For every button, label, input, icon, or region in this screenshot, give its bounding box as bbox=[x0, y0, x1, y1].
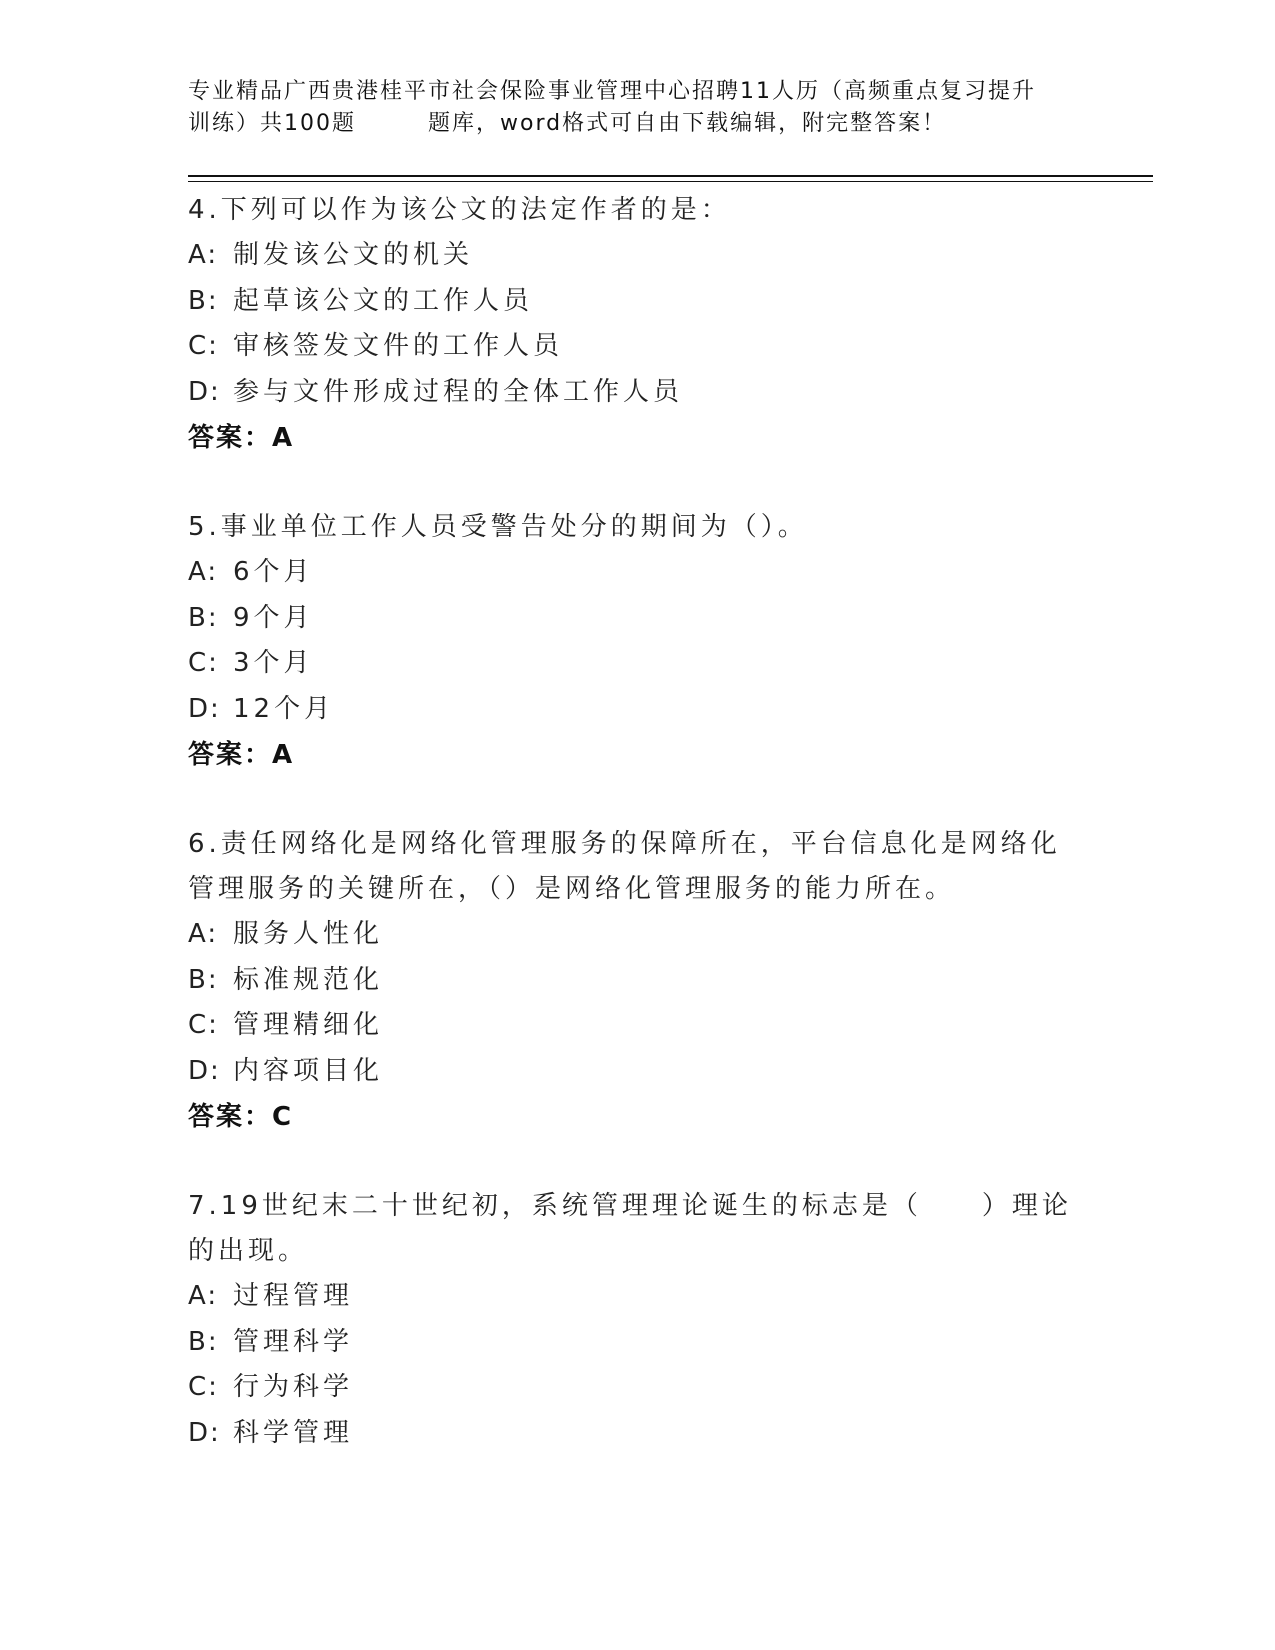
option-key: A: bbox=[188, 919, 219, 949]
option-b bbox=[188, 1320, 1088, 1366]
header-title-right: 题库，word格式可自由下载编辑，附完整答案！ bbox=[428, 111, 947, 136]
option-key: B: bbox=[188, 602, 219, 633]
option-b bbox=[188, 596, 1088, 642]
option-a bbox=[188, 550, 1088, 596]
option-key: C: bbox=[188, 648, 219, 678]
option-d bbox=[188, 1411, 1088, 1457]
option-text: 行为科学 bbox=[233, 1372, 354, 1402]
option-key: B: bbox=[188, 285, 219, 316]
header-rule-thin bbox=[188, 181, 1153, 182]
option-key: C: bbox=[188, 1010, 219, 1040]
option-text: 参与文件形成过程的全体工作人员 bbox=[233, 376, 684, 407]
question-spacer bbox=[188, 461, 1088, 505]
question-stem: 4.下列可以作为该公文的法定作者的是： bbox=[188, 195, 731, 225]
question-4 bbox=[188, 188, 1088, 461]
question-7 bbox=[188, 1184, 1088, 1456]
question-5 bbox=[188, 505, 1088, 778]
option-key: A: bbox=[188, 240, 219, 270]
header-rule-thick bbox=[188, 175, 1153, 177]
option-c bbox=[188, 1003, 1088, 1049]
option-key: C: bbox=[188, 331, 219, 361]
option-key: C: bbox=[188, 1372, 219, 1402]
option-text: 内容项目化 bbox=[233, 1055, 384, 1086]
question-stem: 7.19世纪末二十世纪初，系统管理理论诞生的标志是（ ）理论的出现。 bbox=[188, 1191, 1072, 1266]
option-text: 12个月 bbox=[233, 693, 335, 724]
option-c bbox=[188, 324, 1088, 370]
option-a bbox=[188, 233, 1088, 279]
option-d bbox=[188, 1049, 1088, 1095]
question-list bbox=[188, 188, 1088, 1456]
option-text: 9个月 bbox=[233, 602, 314, 633]
option-text: 制发该公文的机关 bbox=[233, 240, 474, 270]
header-title-line-2 bbox=[188, 108, 1088, 140]
option-key: D: bbox=[188, 1055, 221, 1086]
option-d bbox=[188, 687, 1088, 733]
option-text: 标准规范化 bbox=[233, 964, 384, 995]
document-header bbox=[188, 76, 1088, 140]
option-d bbox=[188, 370, 1088, 416]
header-title-line-1: 专业精品广西贵港桂平市社会保险事业管理中心招聘11人历（高频重点复习提升 bbox=[188, 79, 1036, 104]
option-key: B: bbox=[188, 1326, 219, 1357]
option-b bbox=[188, 279, 1088, 325]
question-stem: 5.事业单位工作人员受警告处分的期间为（）。 bbox=[188, 512, 808, 542]
option-key: D: bbox=[188, 376, 221, 407]
option-text: 管理精细化 bbox=[233, 1010, 384, 1040]
answer-line: 答案：C bbox=[188, 1102, 294, 1132]
option-text: 3个月 bbox=[233, 648, 314, 678]
option-c bbox=[188, 1365, 1088, 1411]
option-text: 服务人性化 bbox=[233, 919, 384, 949]
option-a bbox=[188, 1274, 1088, 1320]
option-text: 管理科学 bbox=[233, 1326, 354, 1357]
option-text: 过程管理 bbox=[233, 1281, 354, 1311]
question-spacer bbox=[188, 778, 1088, 822]
question-stem: 6.责任网络化是网络化管理服务的保障所在，平台信息化是网络化管理服务的关键所在，（）是网络化管理服务的能力所在。 bbox=[188, 829, 1061, 904]
option-key: D: bbox=[188, 693, 221, 724]
option-a bbox=[188, 912, 1088, 958]
answer-line: 答案：A bbox=[188, 740, 295, 770]
option-text: 科学管理 bbox=[233, 1417, 354, 1448]
question-spacer bbox=[188, 1140, 1088, 1184]
answer-line: 答案：A bbox=[188, 423, 295, 453]
option-key: A: bbox=[188, 557, 219, 587]
option-b bbox=[188, 958, 1088, 1004]
question-6 bbox=[188, 822, 1088, 1140]
option-key: B: bbox=[188, 964, 219, 995]
option-text: 6个月 bbox=[233, 557, 314, 587]
option-text: 起草该公文的工作人员 bbox=[233, 285, 534, 316]
header-title-left: 训练）共100题 bbox=[188, 111, 356, 136]
option-text: 审核签发文件的工作人员 bbox=[233, 331, 564, 361]
option-key: A: bbox=[188, 1281, 219, 1311]
option-c bbox=[188, 641, 1088, 687]
option-key: D: bbox=[188, 1417, 221, 1448]
